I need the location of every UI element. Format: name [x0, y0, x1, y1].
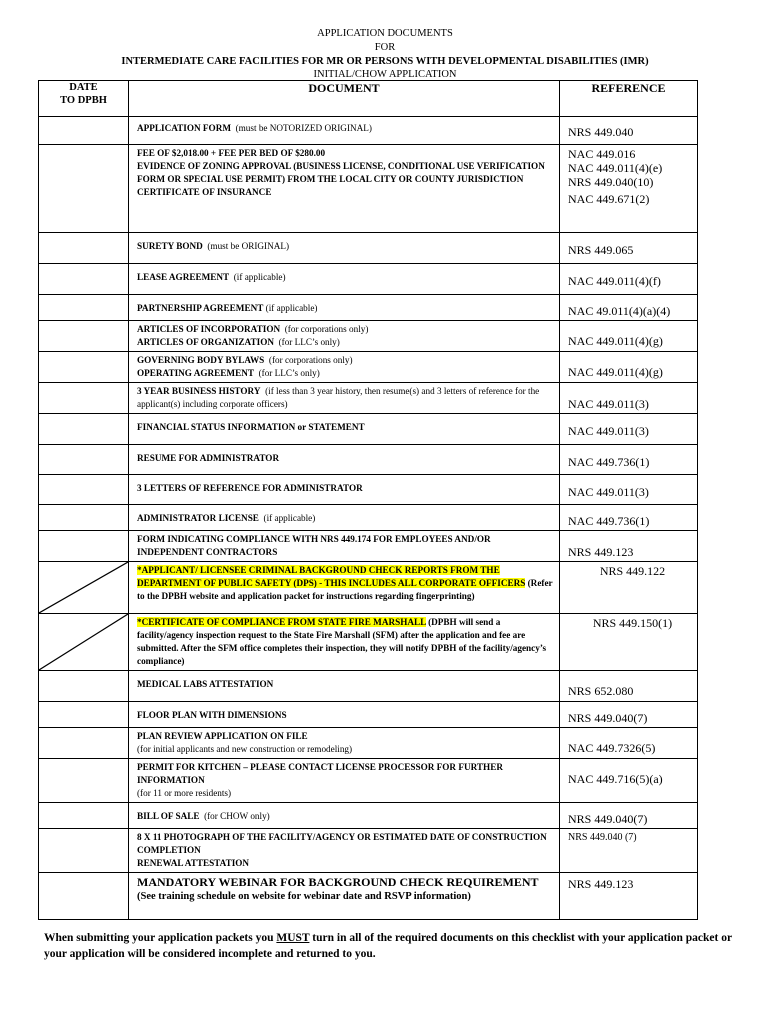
- date-cell[interactable]: [39, 829, 129, 873]
- document-column-header: DOCUMENT: [129, 81, 560, 117]
- date-cell[interactable]: [39, 759, 129, 803]
- doc-title: 3 LETTERS OF REFERENCE FOR ADMINISTRATOR: [137, 483, 363, 493]
- doc-title: OPERATING AGREEMENT: [137, 368, 254, 378]
- doc-note: (if less than 3 year history, then resume(s) and 3 letters of reference for the applicant(s) including corporate officers): [137, 386, 540, 409]
- reference-text: NAC 449.011(4)(e): [568, 161, 663, 175]
- reference-cell: [560, 117, 698, 145]
- date-cell[interactable]: [39, 614, 129, 671]
- document-cell: [129, 445, 560, 475]
- document-cell: [129, 321, 560, 352]
- reference-text: NAC 449.736(1): [568, 514, 650, 528]
- highlighted-requirement: *CERTIFICATE OF COMPLIANCE FROM STATE FIRE MARSHALL: [137, 617, 426, 627]
- footer-text-part-2: turn in all of the required documents on this checklist with your application packet or your application will be considered incomplete and returned to you.: [44, 932, 732, 960]
- date-cell[interactable]: [39, 531, 129, 562]
- document-cell: [129, 873, 560, 920]
- reference-cell: [560, 295, 698, 321]
- table-row: [39, 414, 698, 445]
- reference-text: NRS 449.065: [568, 243, 634, 257]
- doc-title: SURETY BOND: [137, 241, 203, 251]
- date-cell[interactable]: [39, 264, 129, 295]
- table-row: [39, 264, 698, 295]
- table-row: [39, 505, 698, 531]
- reference-cell: [560, 445, 698, 475]
- doc-title: PLAN REVIEW APPLICATION ON FILE: [137, 731, 308, 741]
- reference-cell: [560, 671, 698, 702]
- doc-title: BILL OF SALE: [137, 811, 200, 821]
- reference-cell: [560, 702, 698, 728]
- date-cell[interactable]: [39, 475, 129, 505]
- footer-text-part-1: When submitting your application packets you: [44, 932, 277, 944]
- table-row: [39, 383, 698, 414]
- document-cell: [129, 702, 560, 728]
- doc-title: LEASE AGREEMENT: [137, 272, 230, 282]
- reference-text: NRS 449.040 (7): [568, 832, 637, 843]
- documents-table: [38, 80, 698, 920]
- table-row: [39, 562, 698, 614]
- header-title: INTERMEDIATE CARE FACILITIES FOR MR OR PERSONS WITH DEVELOPMENTAL DISABILITIES (IMR): [121, 56, 649, 67]
- doc-title: GOVERNING BODY BYLAWS: [137, 355, 265, 365]
- document-cell: [129, 475, 560, 505]
- table-row: [39, 671, 698, 702]
- reference-column-header: REFERENCE: [560, 81, 698, 117]
- date-cell[interactable]: [39, 352, 129, 383]
- table-row: [39, 145, 698, 233]
- document-cell: [129, 531, 560, 562]
- document-cell: [129, 383, 560, 414]
- reference-cell: [560, 414, 698, 445]
- doc-title: PERMIT FOR KITCHEN – PLEASE CONTACT LICENSE PROCESSOR FOR FURTHER INFORMATION: [137, 762, 503, 785]
- reference-text: NRS 449.123: [568, 545, 634, 559]
- doc-note: (must be NOTORIZED ORIGINAL): [235, 123, 372, 133]
- header-line-1: APPLICATION DOCUMENTS: [317, 28, 453, 39]
- reference-text: NAC 449.671(2): [568, 192, 650, 206]
- date-cell[interactable]: [39, 505, 129, 531]
- date-cell[interactable]: [39, 295, 129, 321]
- doc-note: (must be ORIGINAL): [207, 241, 290, 251]
- doc-note: (for 11 or more residents): [137, 788, 232, 798]
- date-cell[interactable]: [39, 321, 129, 352]
- doc-note: (for LLC’s only): [258, 368, 320, 378]
- reference-text: NRS 652.080: [568, 684, 634, 698]
- date-cell[interactable]: [39, 562, 129, 614]
- date-cell[interactable]: [39, 145, 129, 233]
- date-cell[interactable]: [39, 233, 129, 264]
- doc-title: FINANCIAL STATUS INFORMATION or STATEMENT: [137, 422, 365, 432]
- doc-title: 8 X 11 PHOTOGRAPH OF THE FACILITY/AGENCY OR ESTIMATED DATE OF CONSTRUCTION COMPLETION: [137, 832, 547, 855]
- table-row: [39, 873, 698, 920]
- reference-cell: [560, 264, 698, 295]
- doc-note: (for corporations only): [268, 355, 353, 365]
- doc-title: PARTNERSHIP AGREEMENT: [137, 303, 264, 313]
- date-cell[interactable]: [39, 671, 129, 702]
- reference-text: NAC 449.011(3): [568, 424, 649, 438]
- reference-text: NAC 449.011(4)(g): [568, 334, 663, 348]
- document-cell: [129, 145, 560, 233]
- insurance-text: CERTIFICATE OF INSURANCE: [137, 187, 272, 197]
- reference-text: NAC 449.011(4)(f): [568, 274, 661, 288]
- diagonal-strike-line: [39, 614, 128, 670]
- document-cell: [129, 264, 560, 295]
- doc-title: FORM INDICATING COMPLIANCE WITH NRS 449.174 FOR EMPLOYEES AND/OR INDEPENDENT CONTRACTORS: [137, 534, 491, 557]
- zoning-text: EVIDENCE OF ZONING APPROVAL (BUSINESS LICENSE, CONDITIONAL USE VERIFICATION FORM OR SPECIAL USE PERMIT) FROM THE LOCAL CITY OR COUNTY JURISDICTION: [137, 161, 545, 184]
- reference-cell: [560, 829, 698, 873]
- reference-cell: [560, 475, 698, 505]
- doc-note: (if applicable): [265, 303, 318, 313]
- reference-cell: [560, 759, 698, 803]
- document-cell: [129, 728, 560, 759]
- reference-text: NAC 449.736(1): [568, 455, 650, 469]
- document-cell: [129, 352, 560, 383]
- footer-must-emphasis: MUST: [276, 932, 310, 944]
- table-row: [39, 702, 698, 728]
- reference-cell: [560, 505, 698, 531]
- reference-cell: [560, 803, 698, 829]
- table-row: [39, 829, 698, 873]
- webinar-title: MANDATORY WEBINAR FOR BACKGROUND CHECK REQUIREMENT: [137, 875, 539, 889]
- reference-cell: [560, 562, 698, 614]
- reference-text: NAC 449.716(5)(a): [568, 772, 663, 786]
- reference-text: NAC 449.011(3): [568, 485, 649, 499]
- doc-note: (for initial applicants and new construction or remodeling): [137, 744, 353, 754]
- reference-cell: [560, 873, 698, 920]
- table-row: [39, 233, 698, 264]
- reference-text: NAC 49.011(4)(a)(4): [568, 304, 671, 318]
- document-cell: [129, 505, 560, 531]
- header-subtitle: INITIAL/CHOW APPLICATION: [313, 69, 457, 80]
- doc-title: APPLICATION FORM: [137, 123, 231, 133]
- doc-title: MEDICAL LABS ATTESTATION: [137, 679, 274, 689]
- doc-title: FLOOR PLAN WITH DIMENSIONS: [137, 710, 287, 720]
- date-cell[interactable]: [39, 702, 129, 728]
- document-cell: [129, 614, 560, 671]
- reference-text: NRS 449.040: [568, 125, 634, 139]
- date-cell[interactable]: [39, 873, 129, 920]
- diagonal-strike-line: [39, 562, 128, 613]
- reference-cell: [560, 383, 698, 414]
- doc-note: (if applicable): [233, 272, 286, 282]
- requirement-instructions: (Refer to the DPBH website and application packet for instructions regarding fingerprinting): [137, 578, 553, 601]
- highlighted-requirement: *APPLICANT/ LICENSEE CRIMINAL BACKGROUND CHECK REPORTS FROM THE DEPARTMENT OF PUBLIC SAFETY (DPS) - THIS INCLUDES ALL CORPORATE OFFICERS: [137, 565, 526, 588]
- table-row: [39, 295, 698, 321]
- reference-text: NAC 449.016: [568, 147, 636, 161]
- reference-cell: [560, 352, 698, 383]
- date-cell[interactable]: [39, 803, 129, 829]
- table-row: [39, 445, 698, 475]
- table-row: [39, 614, 698, 671]
- reference-cell: [560, 145, 698, 233]
- reference-cell: [560, 531, 698, 562]
- doc-note: (for CHOW only): [204, 811, 270, 821]
- reference-cell: [560, 728, 698, 759]
- reference-text: NAC 449.7326(5): [568, 741, 656, 755]
- webinar-note: (See training schedule on website for webinar date and RSVP information): [137, 891, 471, 902]
- document-cell: [129, 562, 560, 614]
- document-cell: [129, 671, 560, 702]
- reference-text: NRS 449.040(10): [568, 175, 654, 189]
- reference-text: NAC 449.011(4)(g): [568, 365, 663, 379]
- document-cell: [129, 295, 560, 321]
- doc-title: RENEWAL ATTESTATION: [137, 858, 250, 868]
- date-cell[interactable]: [39, 445, 129, 475]
- reference-text: NRS 449.040(7): [568, 711, 648, 725]
- doc-note: (for corporations only): [284, 324, 369, 334]
- table-row: [39, 352, 698, 383]
- doc-note: (for LLC’s only): [278, 337, 340, 347]
- reference-text: NRS 449.122: [599, 564, 666, 578]
- reference-text: NRS 449.150(1): [592, 616, 673, 630]
- reference-text: NRS 449.040(7): [568, 812, 648, 826]
- doc-title: 3 YEAR BUSINESS HISTORY: [137, 386, 261, 396]
- reference-cell: [560, 614, 698, 671]
- table-row: [39, 117, 698, 145]
- table-row: [39, 803, 698, 829]
- fee-text: FEE OF $2,018.00 + FEE PER BED OF $280.00: [137, 148, 326, 158]
- table-row: [39, 531, 698, 562]
- date-cell[interactable]: [39, 414, 129, 445]
- document-cell: [129, 759, 560, 803]
- date-header-line-2: TO DPBH: [60, 95, 107, 106]
- requirement-instructions: (DPBH will send a facility/agency inspection request to the State Fire Marshall (SFM) after the application and fee are submitted. After the SFM office completes their inspection, they will notify DPBH of the facility/agency’s compliance): [137, 617, 547, 666]
- document-cell: [129, 803, 560, 829]
- document-cell: [129, 414, 560, 445]
- reference-text: NRS 449.123: [568, 877, 634, 891]
- header-line-2: FOR: [374, 42, 396, 53]
- doc-note: (if applicable): [263, 513, 316, 523]
- date-header-line-1: DATE: [69, 82, 98, 93]
- document-cell: [129, 233, 560, 264]
- footer-notice: [44, 930, 734, 962]
- date-cell[interactable]: [39, 728, 129, 759]
- date-cell[interactable]: [39, 383, 129, 414]
- reference-text: NAC 449.011(3): [568, 397, 649, 411]
- doc-title: RESUME FOR ADMINISTRATOR: [137, 453, 280, 463]
- reference-cell: [560, 321, 698, 352]
- document-cell: [129, 829, 560, 873]
- table-row: [39, 728, 698, 759]
- table-row: [39, 321, 698, 352]
- doc-title: ARTICLES OF INCORPORATION: [137, 324, 281, 334]
- doc-title: ADMINISTRATOR LICENSE: [137, 513, 259, 523]
- doc-title: ARTICLES OF ORGANIZATION: [137, 337, 274, 347]
- table-row: [39, 475, 698, 505]
- date-cell[interactable]: [39, 117, 129, 145]
- reference-cell: [560, 233, 698, 264]
- document-cell: [129, 117, 560, 145]
- date-column-header: [39, 81, 129, 117]
- table-row: [39, 759, 698, 803]
- table-header-row: [39, 81, 698, 117]
